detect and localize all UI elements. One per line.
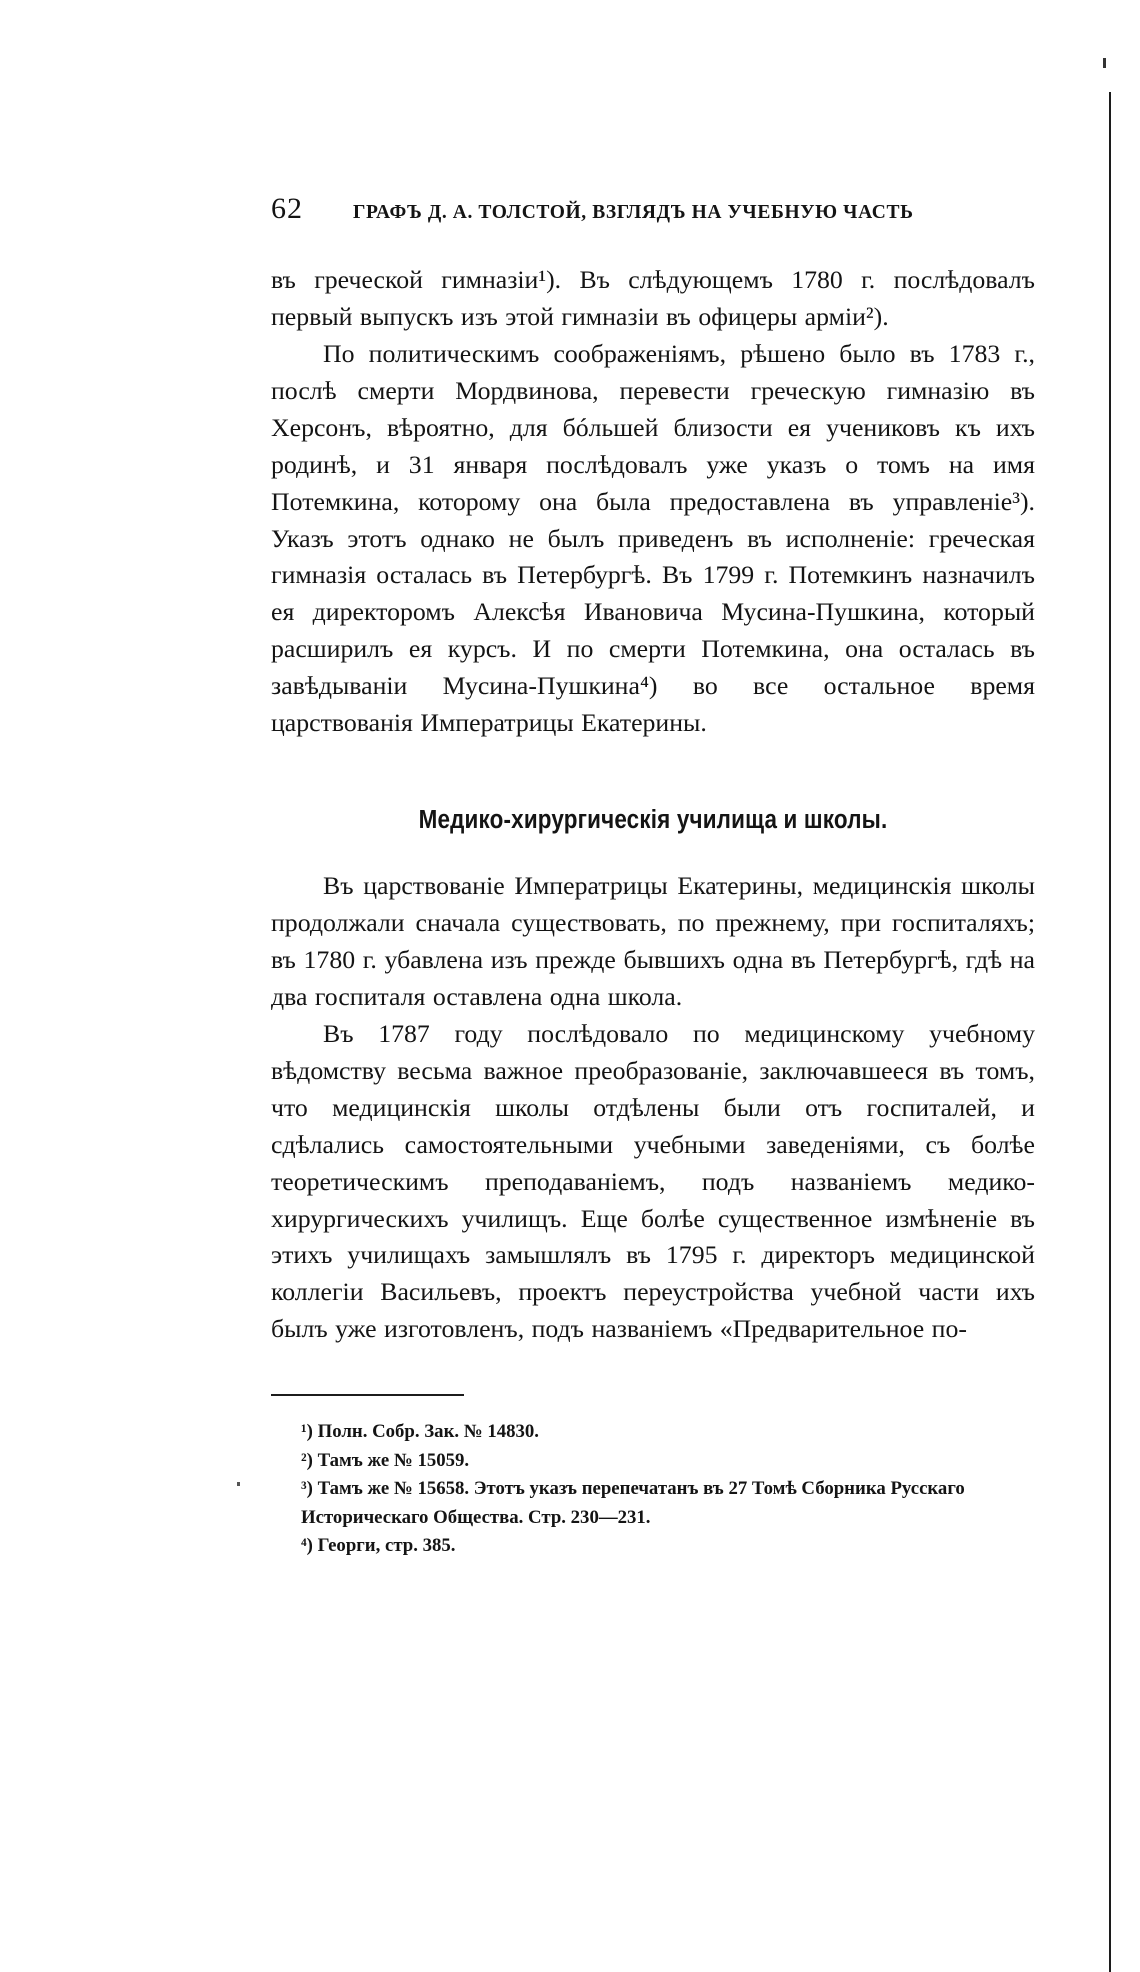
- paragraph-2-block: [271, 336, 1035, 742]
- paragraph-1-block: [271, 262, 1035, 336]
- scan-edge-mark: [1103, 58, 1106, 68]
- footnote-rule: [271, 1394, 464, 1396]
- paragraph-3-block: [271, 868, 1035, 1016]
- paragraph-4-block: [271, 1016, 1035, 1348]
- page-number: 62: [271, 192, 303, 225]
- paragraph-2: По политическимъ соображеніямъ, рѣшено было въ 1783 г., послѣ смерти Мордвинова, перевести греческую гимназію въ Херсонъ, вѣроятно, для бóльшей близости ея учениковъ къ ихъ родинѣ, и 31 января послѣдовалъ уже указъ о томъ на имя Потемкина, которому она была предоставлена въ управленіе³). Указъ этотъ однако не былъ приведенъ въ исполненіе: греческая гимназія осталась въ Петербургѣ. Въ 1799 г. Потемкинъ назначилъ ея директоромъ Алексѣя Ивановича Мусина-Пушкина, который расширилъ ея курсъ. И по смерти Потемкина, она осталась въ завѣдываніи Мусина-Пушкина⁴) во все остальное время царствованія Императрицы Екатерины.: [271, 339, 1035, 738]
- section-heading: Медико-хирургическія училища и школы.: [418, 806, 888, 834]
- footnotes: [271, 1418, 1035, 1561]
- running-header: [271, 192, 1035, 232]
- running-title: ГРАФЪ Д. А. ТОЛСТОЙ, ВЗГЛЯДЪ НА УЧЕБНУЮ ЧАСТЬ: [353, 202, 914, 223]
- paragraph-4: Въ 1787 году послѣдовало по медицинскому учебному вѣдомству весьма важное преобразованіе, заключавшееся въ томъ, что медицинскія школы отдѣлены были отъ госпиталей, и сдѣлались самостоятельными учебными заведеніями, съ болѣе теоретическимъ преподаваніемъ, подъ названіемъ медико-хирургическихъ училищъ. Еще болѣе существенное измѣненіе въ этихъ училищахъ замышлялъ въ 1795 г. директоръ медицинской коллегіи Васильевъ, проектъ переустройства учебной части ихъ былъ уже изготовленъ, подъ названіемъ «Предварительное по-: [271, 1019, 1035, 1344]
- footnote-3: ³) Тамъ же № 15658. Этотъ указъ перепечатанъ въ 27 Томѣ Сборника Русскаго Историческаго Общества. Стр. 230—231.: [301, 1478, 965, 1528]
- scan-edge-line: [1109, 92, 1111, 1972]
- scan-speck: [237, 1482, 240, 1486]
- footnote-2: ²) Тамъ же № 15059.: [301, 1449, 470, 1471]
- footnote-4: ⁴) Георги, стр. 385.: [301, 1535, 456, 1556]
- paragraph-1: въ греческой гимназіи¹). Въ слѣдующемъ 1780 г. послѣдовалъ первый выпускъ изъ этой гимназіи въ офицеры арміи²).: [271, 265, 1035, 331]
- paragraph-3: Въ царствованіе Императрицы Екатерины, медицинскія школы продолжали сначала существовать, по прежнему, при госпиталяхъ; въ 1780 г. убавлена изъ прежде бывшихъ одна въ Петербургѣ, гдѣ на два госпиталя оставлена одна школа.: [271, 871, 1035, 1011]
- footnote-1: ¹) Полн. Собр. Зак. № 14830.: [301, 1421, 539, 1442]
